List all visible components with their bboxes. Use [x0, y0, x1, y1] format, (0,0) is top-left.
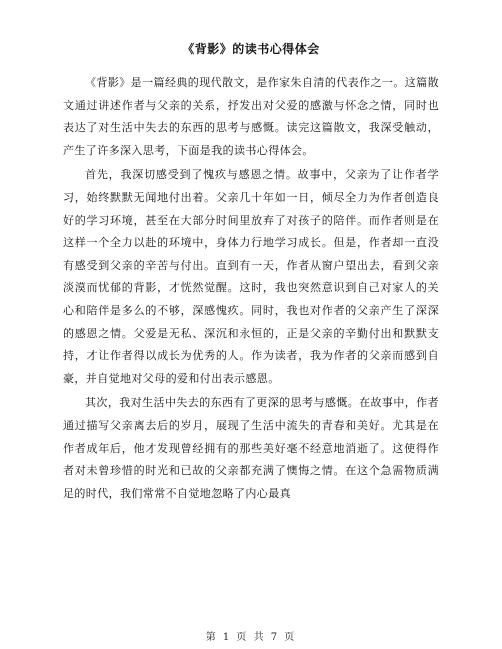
paragraph-3: 其次，我对生活中失去的东西有了更深的思考与感慨。在故事中，作者通过描写父亲离去后的岁月，展现了生活中流失的青春和美好。尤其是在作者成年后，他才发现曾经拥有的那些美好毫不经意地消逝了。这使得作者对未曾珍惜的时光和已故的父亲都充满了懊悔之情。在这个急需物质满足的时代，我们常常不自觉地忽略了内心最真: [63, 396, 439, 500]
page-number: 第 1 页 共 7 页: [205, 632, 297, 643]
document-title: 《背影》的读书心得体会: [182, 42, 320, 56]
paragraph-2: 首先，我深切感受到了愧疚与感恩之情。故事中，父亲为了让作者学习，始终默默无闻地付出着。父亲几十年如一日，倾尽全力为作者创造良好的学习环境，甚至在大部分时间里放弃了对孩子的陪伴。而作者则是在这样一个全力以赴的环境中，身体力行地学习成长。但是，作者却一直没有感受到父亲的辛苦与付出。直到有一天，作者从窗户望出去，看到父亲淡漠而忧郁的背影，才恍然觉醒。这时，我也突然意识到自己对家人的关心和陪伴是多么的不够，深感愧疚。同时，我也对作者的父亲产生了深深的感恩之情。父爱是无私、深沉和永恒的，正是父亲的辛勤付出和默默支持，才让作者得以成长为优秀的人。作为读者，我为作者的父亲而感到自豪，并自觉地对父母的爱和付出表示感恩。: [63, 168, 439, 385]
document-body: [63, 72, 439, 507]
paragraph-1: 《背影》是一篇经典的现代散文，是作家朱自清的代表作之一。这篇散文通过讲述作者与父亲的关系，抒发出对父爱的感激与怀念之情，同时也表达了对生活中失去的东西的思考与感慨。读完这篇散文，我深受触动，产生了许多深入思考，下面是我的读书心得体会。: [63, 76, 439, 157]
